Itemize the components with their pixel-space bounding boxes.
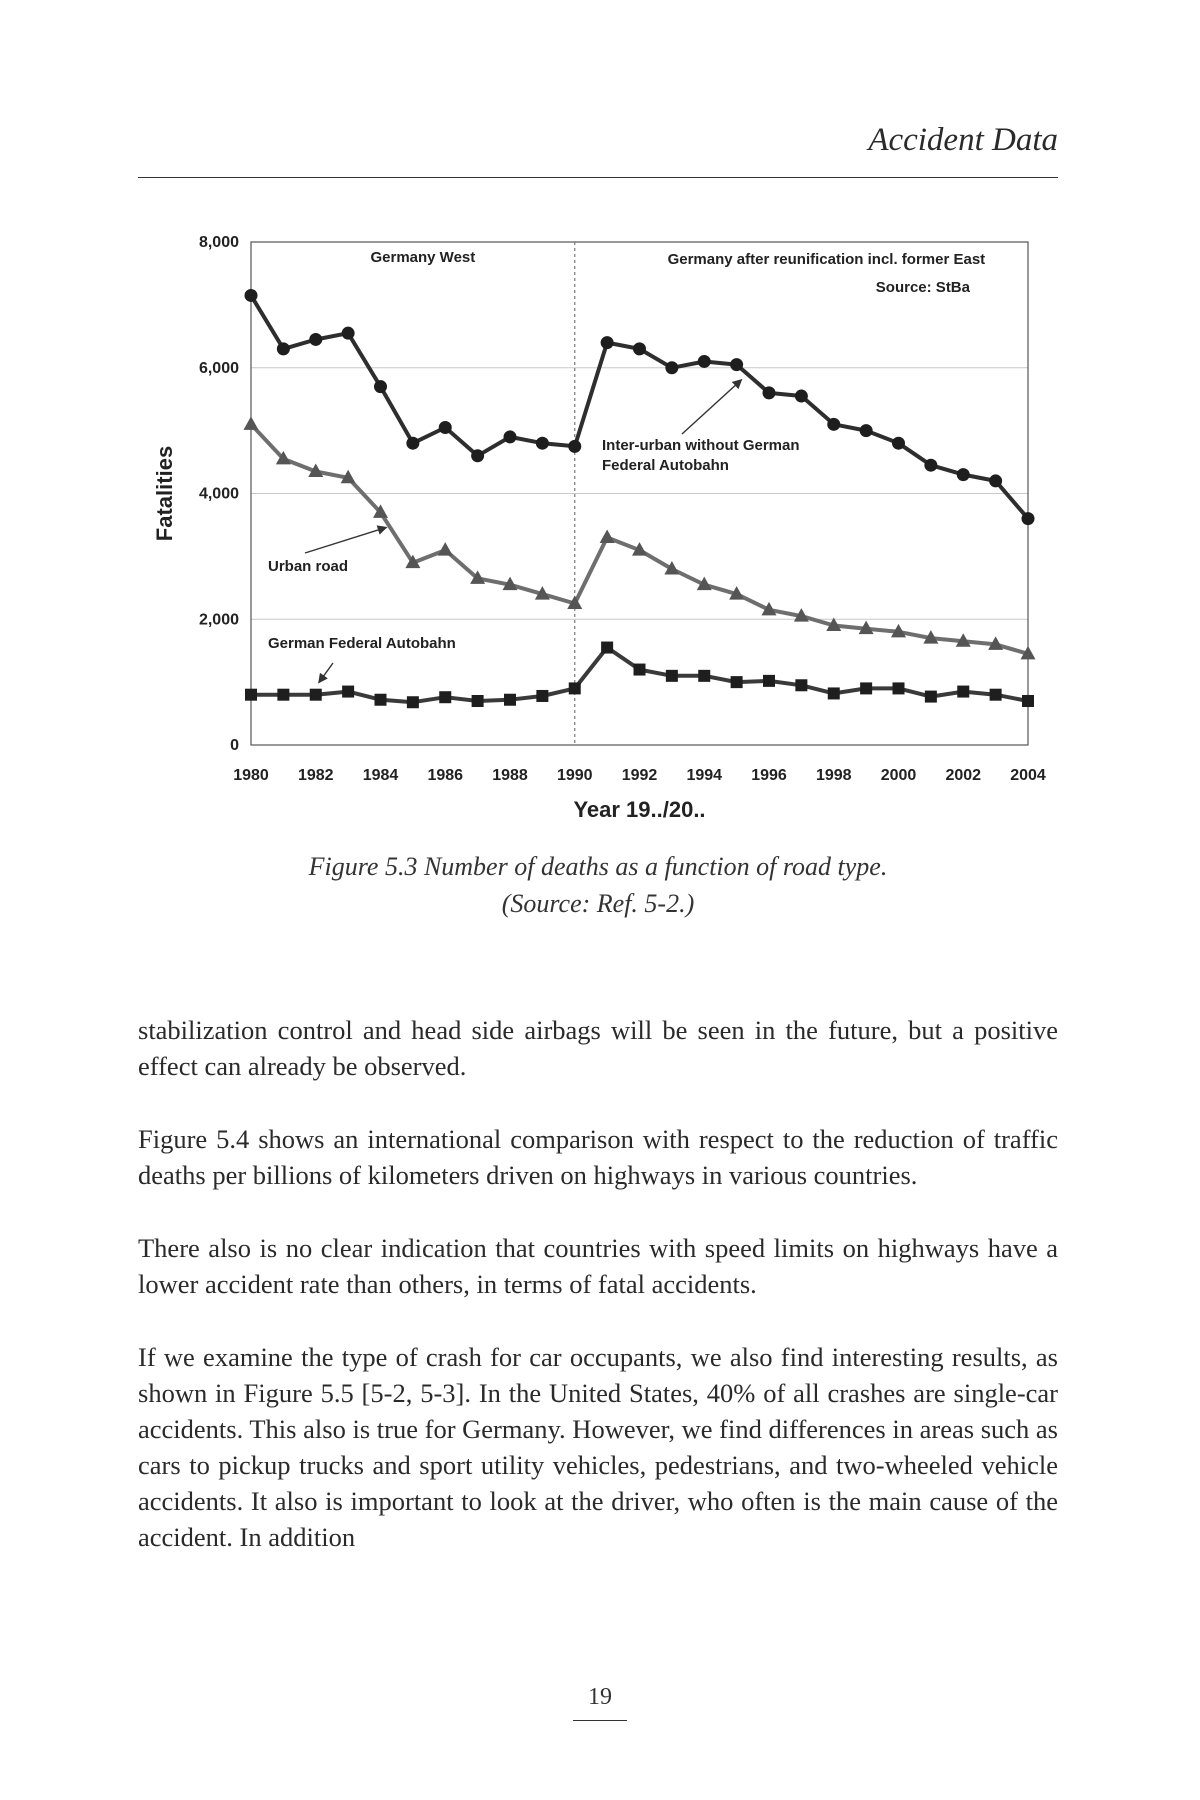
- data-point-circle: [601, 336, 614, 349]
- x-tick-label: 1998: [815, 767, 852, 784]
- x-tick-label: 1992: [621, 767, 658, 784]
- data-point-square: [925, 691, 937, 703]
- data-point-circle: [665, 361, 678, 374]
- y-tick-label: 0: [230, 737, 239, 754]
- data-point-circle: [892, 437, 905, 450]
- data-point-circle: [439, 421, 452, 434]
- paragraph-4: If we examine the type of crash for car occupants, we also find interesting results, as shown in Figure 5.5 [5-2, 5-3]. In the United States, 40% of all crashes are single-car accidents. This also is true for Germany. However, we find differences in areas such as cars to pickup trucks and sport utility vehicles, pedestrians, and two-wheeled vehicle accidents. It also is important to look at the driver, who often is the main cause of the accident. In addition: [138, 1342, 1058, 1552]
- data-point-square: [245, 689, 257, 701]
- data-point-circle: [827, 418, 840, 431]
- annotation-inter-urban-line-2: Federal Autobahn: [602, 457, 729, 474]
- data-point-circle: [471, 449, 484, 462]
- series-line: [251, 295, 1028, 518]
- data-point-circle: [763, 386, 776, 399]
- annotation-inter-urban-line-1: Inter-urban without German: [602, 437, 800, 454]
- source-note: Source: StBa: [875, 279, 970, 296]
- data-point-circle: [795, 390, 808, 403]
- x-tick-label: 2002: [945, 767, 982, 784]
- data-point-circle: [924, 459, 937, 472]
- region-label-reunified: Germany after reunification incl. former East: [667, 251, 986, 268]
- annotation-urban-road: Urban road: [268, 558, 349, 575]
- data-point-square: [698, 670, 710, 682]
- running-head: Accident Data: [868, 122, 1058, 158]
- data-point-square: [310, 689, 322, 701]
- data-point-square: [472, 695, 484, 707]
- data-point-circle: [568, 440, 581, 453]
- data-point-square: [860, 682, 872, 694]
- data-point-square: [634, 664, 646, 676]
- data-point-square: [893, 682, 905, 694]
- data-point-square: [828, 687, 840, 699]
- annotation-arrow: [319, 663, 333, 683]
- data-point-triangle: [600, 530, 615, 544]
- data-point-square: [536, 690, 548, 702]
- annotation-arrow: [305, 527, 387, 553]
- x-tick-label: 2000: [880, 767, 917, 784]
- data-point-square: [957, 686, 969, 698]
- data-point-square: [277, 689, 289, 701]
- caption-line-2: (Source: Ref. 5-2.): [501, 889, 695, 918]
- data-point-circle: [536, 437, 549, 450]
- x-tick-label: 1994: [686, 767, 723, 784]
- x-tick-label: 1996: [751, 767, 787, 784]
- data-point-circle: [730, 358, 743, 371]
- data-point-circle: [342, 327, 355, 340]
- header-rule: [138, 177, 1058, 178]
- paragraph-2: Figure 5.4 shows an international comparison with respect to the reduction of traffic deaths per billions of kilometers driven on highways in various countries.: [138, 1124, 1058, 1190]
- page-number: 19: [588, 1684, 612, 1710]
- data-point-circle: [245, 289, 258, 302]
- data-point-circle: [957, 468, 970, 481]
- figure-caption: [138, 848, 1058, 922]
- x-tick-label: 1984: [362, 767, 399, 784]
- paragraph-3: There also is no clear indication that countries with speed limits on highways have a lower accident rate than others, in terms of fatal accidents.: [138, 1233, 1058, 1299]
- x-axis-title: Year 19../20..: [573, 797, 706, 822]
- y-tick-label: 8,000: [198, 234, 239, 251]
- data-point-circle: [1022, 512, 1035, 525]
- region-label-west: Germany West: [370, 249, 476, 266]
- y-tick-label: 4,000: [198, 485, 239, 503]
- data-point-circle: [406, 437, 419, 450]
- data-point-circle: [633, 342, 646, 355]
- x-tick-label: 1986: [427, 767, 464, 784]
- paragraph-1: stabilization control and head side airbags will be seen in the future, but a positive effect can already be observed.: [138, 1015, 1058, 1081]
- data-point-square: [342, 686, 354, 698]
- data-point-square: [731, 676, 743, 688]
- page-number-rule: [573, 1720, 627, 1721]
- data-point-circle: [504, 430, 517, 443]
- data-point-circle: [309, 333, 322, 346]
- x-tick-label: 1990: [556, 767, 593, 784]
- data-point-square: [1022, 695, 1034, 707]
- annotation-autobahn: German Federal Autobahn: [268, 635, 456, 652]
- data-point-square: [375, 694, 387, 706]
- data-point-square: [407, 696, 419, 708]
- fatalities-line-chart: [140, 220, 1060, 830]
- data-point-circle: [989, 474, 1002, 487]
- data-point-triangle: [244, 416, 259, 430]
- data-point-square: [990, 689, 1002, 701]
- x-tick-label: 2004: [1010, 767, 1046, 784]
- data-point-circle: [860, 424, 873, 437]
- data-point-square: [666, 670, 678, 682]
- x-tick-label: 1982: [297, 767, 334, 784]
- y-tick-label: 6,000: [198, 359, 239, 377]
- data-point-square: [504, 694, 516, 706]
- data-point-square: [439, 691, 451, 703]
- data-point-circle: [374, 380, 387, 393]
- y-tick-label: 2,000: [198, 611, 239, 629]
- data-point-square: [763, 675, 775, 687]
- caption-line-1: Figure 5.3 Number of deaths as a function of road type.: [308, 852, 888, 881]
- annotation-arrow: [682, 380, 742, 434]
- data-point-square: [569, 682, 581, 694]
- data-point-triangle: [438, 542, 453, 556]
- y-axis-title: Fatalities: [152, 445, 177, 542]
- data-point-square: [795, 679, 807, 691]
- data-point-square: [601, 642, 613, 654]
- body-text: [138, 1012, 1058, 1592]
- x-tick-label: 1980: [233, 767, 269, 784]
- data-point-circle: [277, 342, 290, 355]
- x-tick-label: 1988: [492, 767, 528, 784]
- data-point-circle: [698, 355, 711, 368]
